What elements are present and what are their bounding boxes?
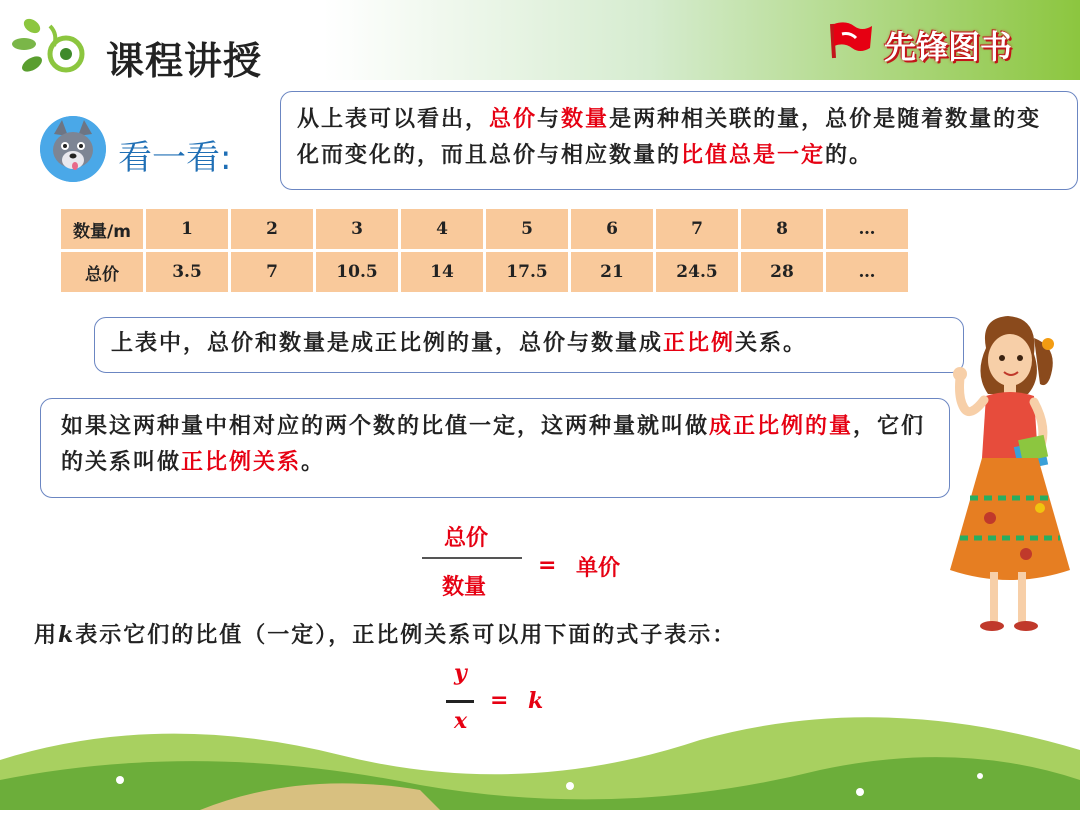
table-cell: 6 — [571, 209, 653, 249]
bubble3-text-segment: 。 — [301, 450, 326, 475]
table-cell: 17.5 — [486, 252, 568, 292]
bubble2-text-segment: 关系。 — [735, 331, 808, 356]
table-cell: 5 — [486, 209, 568, 249]
table-cell: 3 — [316, 209, 398, 249]
table-row — [61, 252, 908, 292]
table-cell: 4 — [401, 209, 483, 249]
bubble3-text-segment: 正比例关系 — [181, 450, 302, 475]
bubble2-text-segment: 上表中，总价和数量是成正比例的量，总价与数量成 — [111, 331, 664, 356]
table-cell: 28 — [741, 252, 823, 292]
formula1-fraction-bar — [422, 557, 522, 559]
bubble1-text-segment: 是两种相关联的量，总价是随着数量的变化而变化的，而且总价与相应数量的 — [297, 107, 1042, 168]
bubble1-text-segment: 与 — [537, 107, 562, 132]
table-cell: 1 — [146, 209, 228, 249]
formula2-equals: = — [490, 688, 509, 713]
bubble3-text-segment: 如果这两种量中相对应的两个数的比值一定，这两种量就叫做 — [61, 414, 710, 439]
table-cell: 2 — [231, 209, 313, 249]
k-prefix: 用 — [34, 623, 59, 648]
bubble1-text-segment: 比值总是一定 — [681, 143, 826, 168]
table-cell: 7 — [656, 209, 738, 249]
quantity-price-table — [58, 206, 911, 295]
bubble2-text-segment: 正比例 — [663, 331, 736, 356]
table-cell: 3.5 — [146, 252, 228, 292]
flag-icon — [828, 20, 874, 60]
bubble1-text-segment: 数量 — [561, 107, 610, 132]
table-row-header: 总价 — [61, 252, 143, 292]
formula1-result: 单价 — [576, 556, 621, 581]
table-cell: 10.5 — [316, 252, 398, 292]
k-symbol: k — [58, 622, 76, 648]
definition-bubble — [40, 398, 950, 498]
bubble1-text-segment: 的。 — [825, 143, 874, 168]
table-row-header: 数量/m — [61, 209, 143, 249]
conclusion-bubble — [94, 317, 964, 373]
table-cell: … — [826, 209, 908, 249]
table-cell: 21 — [571, 252, 653, 292]
formula1-equals: = — [538, 553, 557, 578]
hills-decoration — [0, 700, 1080, 810]
brand-name: 先锋图书 — [884, 28, 1013, 66]
k-statement — [34, 618, 736, 649]
table-row — [61, 209, 908, 249]
page-title: 课程讲授 — [106, 39, 263, 83]
leaf-logo-icon — [10, 12, 90, 80]
table-cell: 8 — [741, 209, 823, 249]
formula1-denominator: 数量 — [442, 575, 487, 600]
table-cell: 14 — [401, 252, 483, 292]
look-label: 看一看: — [118, 138, 232, 178]
wolf-mascot-icon — [40, 116, 106, 182]
bubble3-text-segment: ，它们的关系叫做 — [61, 414, 926, 475]
formula2-numerator: y — [454, 660, 467, 686]
formula2-result: k — [528, 688, 544, 714]
girl-illustration — [930, 308, 1080, 648]
table-cell: 7 — [231, 252, 313, 292]
formula1-numerator: 总价 — [444, 526, 489, 551]
observation-bubble — [280, 91, 1078, 190]
formula2-denominator: x — [454, 708, 468, 734]
bubble1-text-segment: 总价 — [489, 107, 538, 132]
bubble1-text-segment: 从上表可以看出， — [297, 107, 490, 132]
k-suffix: 表示它们的比值（一定），正比例关系可以用下面的式子表示： — [75, 623, 737, 648]
bubble3-text-segment: 成正比例的量 — [709, 414, 854, 439]
table-cell: 24.5 — [656, 252, 738, 292]
table-cell: … — [826, 252, 908, 292]
